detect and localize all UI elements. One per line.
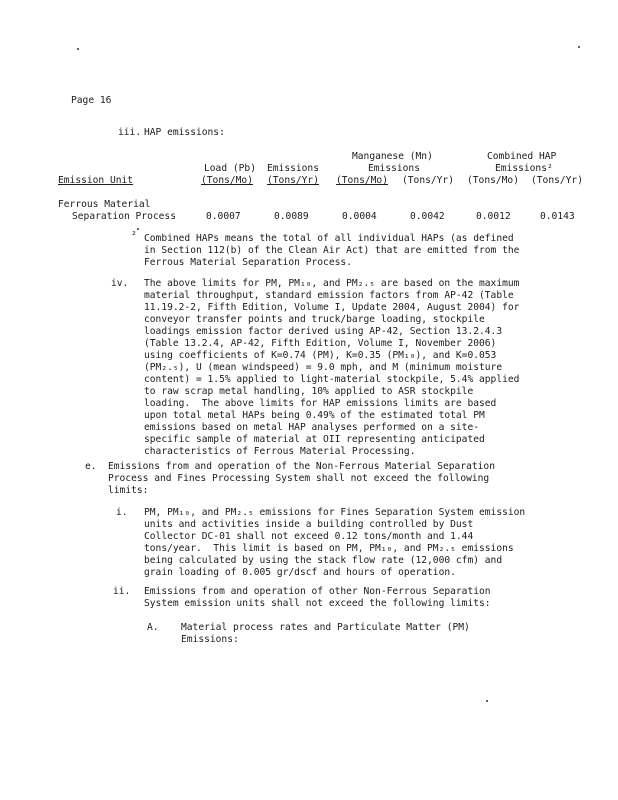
hdr-col-2: (Tons/Yr)	[267, 175, 319, 186]
item-e-i-marker: i.	[116, 507, 128, 518]
iv-line: conveyor transfer points and truck/barge loading, stockpile	[144, 314, 485, 325]
hdr-emissions: Emissions	[267, 163, 319, 174]
item-iii-title: HAP emissions:	[144, 127, 225, 138]
iv-line: emissions based on metal HAP analyses performed on a site-	[144, 422, 480, 433]
ei-line: being calculated by using the stack flow rate (12,000 cfm) and	[144, 555, 503, 566]
iv-line: upon total metal HAPs being 0.49% of the estimated total PM	[144, 410, 485, 421]
e-line: limits:	[108, 485, 149, 496]
ei-line: grain loading of 0.005 gr/dscf and hours of operation.	[144, 567, 456, 578]
table-cell: 0.0012	[476, 211, 511, 222]
page-label: Page 16	[71, 95, 112, 106]
iv-line: loadings emission factor derived using AP-42, Section 13.2.4.3	[144, 326, 503, 337]
hdr-mn-top: Manganese (Mn)	[352, 151, 433, 162]
eii-line: Emissions from and operation of other Non-Ferrous Separation	[144, 586, 491, 597]
hdr-comb-top: Combined HAP	[487, 151, 557, 162]
iv-line: using coefficients of K=0.74 (PM), K=0.35 (PM₁₀), and K=0.053	[144, 350, 497, 361]
hdr-comb-mid: Emissions²	[495, 163, 553, 174]
iv-line: (PM₂.₅), U (mean windspeed) = 9.0 mph, and M (minimum moisture	[144, 362, 503, 373]
iv-line: content) = 1.5% applied to light-material stockpile, 5.4% applied	[144, 374, 520, 385]
eii-line: System emission units shall not exceed the following limits:	[144, 598, 491, 609]
item-iv-marker: iv.	[111, 278, 129, 289]
item-e-marker: e.	[85, 461, 97, 472]
iv-line: loading. The above limits for HAP emissions limits are based	[144, 398, 497, 409]
ei-line: units and activities inside a building controlled by Dust	[144, 519, 474, 530]
iv-line: specific sample of material at OII representing anticipated	[144, 434, 485, 445]
scan-speck	[578, 46, 580, 48]
iv-line: The above limits for PM, PM₁₀, and PM₂.₅ are based on the maximum	[144, 278, 520, 289]
hdr-col-5: (Tons/Mo)	[467, 175, 519, 186]
hdr-col-1: (Tons/Mo)	[201, 175, 253, 186]
item-iii-marker: iii.	[118, 127, 142, 138]
e-line: Process and Fines Processing System shall not exceed the following	[108, 473, 490, 484]
hdr-col-3: (Tons/Mo)	[336, 175, 388, 186]
iv-line: (Table 13.2.4, AP-42, Fifth Edition, Volume I, November 2006)	[144, 338, 497, 349]
table-cell: 0.0042	[410, 211, 445, 222]
table-row-unit-line-1: Ferrous Material	[58, 199, 151, 210]
ei-line: PM, PM₁₀, and PM₂.₅ emissions for Fines Separation System emission	[144, 507, 526, 518]
e-line: Emissions from and operation of the Non-Ferrous Material Separation	[108, 461, 495, 472]
footnote-line: in Section 112(b) of the Clean Air Act) that are emitted from the	[144, 245, 520, 256]
A-line: Emissions:	[181, 634, 239, 645]
iv-line: material throughput, standard emission factors from AP-42 (Table	[144, 290, 514, 301]
hdr-mn-mid: Emissions	[368, 163, 420, 174]
iv-line: to raw scrap metal handling, 10% applied to ASR stockpile	[144, 386, 474, 397]
table-row-unit-line-2: Separation Process	[72, 211, 176, 222]
hdr-col-4: (Tons/Yr)	[402, 175, 454, 186]
item-A-marker: A.	[147, 622, 159, 633]
ei-line: tons/year. This limit is based on PM, PM₁₀, and PM₂.₅ emissions	[144, 543, 514, 554]
item-e-ii-marker: ii.	[113, 586, 131, 597]
footnote-line: Combined HAPs means the total of all individual HAPs (as defined	[144, 233, 514, 244]
hdr-col-6: (Tons/Yr)	[531, 175, 583, 186]
scan-speck	[137, 228, 139, 230]
iv-line: characteristics of Ferrous Material Processing.	[144, 446, 416, 457]
ei-line: Collector DC-01 shall not exceed 0.12 tons/month and 1.44	[144, 531, 474, 542]
hdr-load: Load (Pb)	[204, 163, 256, 174]
scan-speck	[77, 48, 79, 50]
table-cell: 0.0004	[342, 211, 377, 222]
table-cell: 0.0089	[274, 211, 309, 222]
scan-speck	[486, 700, 488, 702]
table-cell: 0.0007	[206, 211, 241, 222]
A-line: Material process rates and Particulate Matter (PM)	[181, 622, 470, 633]
footnote-marker: ²	[131, 230, 137, 241]
footnote-line: Ferrous Material Separation Process.	[144, 257, 352, 268]
table-cell: 0.0143	[540, 211, 575, 222]
iv-line: 11.19.2-2, Fifth Edition, Volume I, Update 2004, August 2004) for	[144, 302, 520, 313]
hdr-emission-unit: Emission Unit	[58, 175, 134, 186]
